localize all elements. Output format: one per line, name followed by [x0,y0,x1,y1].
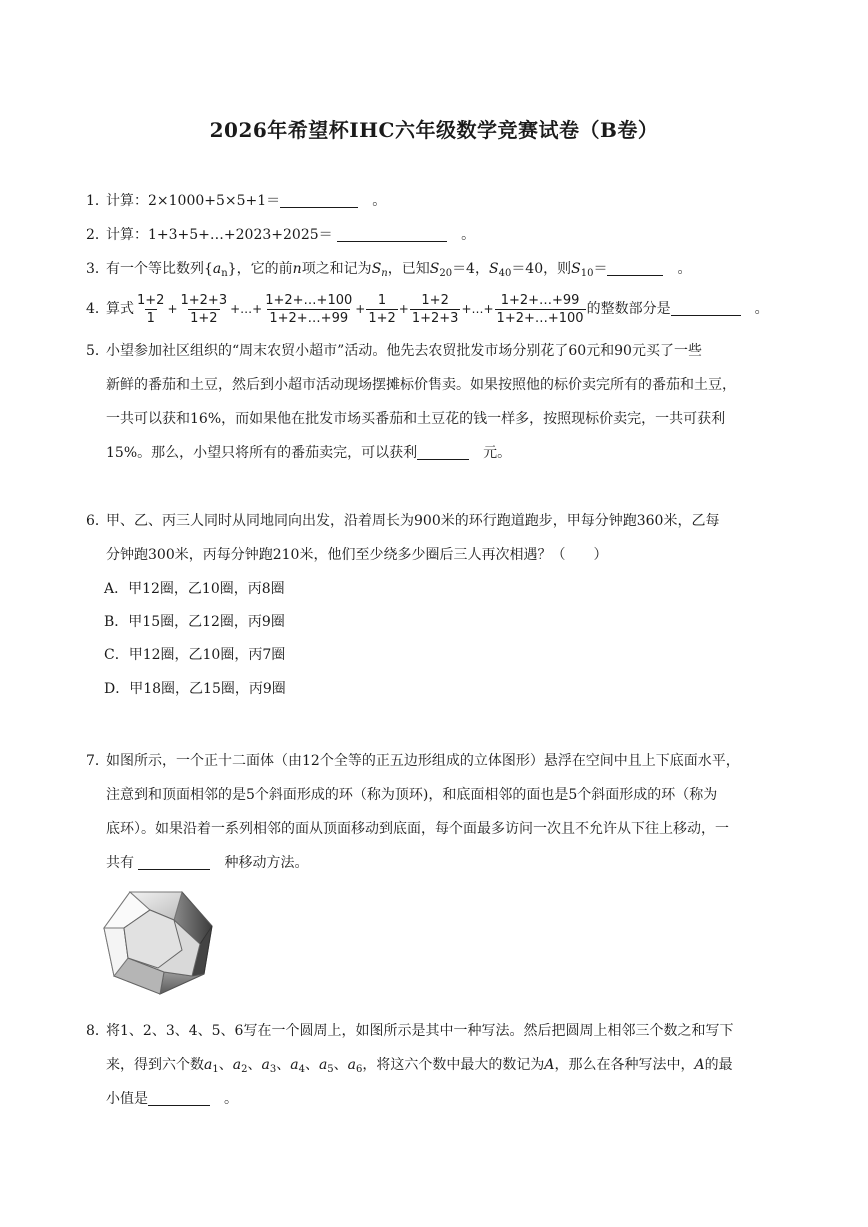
q3-text-4: ，已知 [387,261,430,277]
answer-blank[interactable] [148,1089,210,1106]
numerator: 1 [377,292,387,308]
numerator: 1+2 [421,292,449,308]
option-c[interactable]: C．甲12圈，乙10圈，丙7圈 [104,647,286,663]
question-end: 。 [677,261,692,277]
ellipsis-sign: +…+ [230,302,263,316]
question-number: 7． [86,753,109,769]
fraction-4 [366,292,397,327]
question-5 [86,334,786,470]
denominator: 1+2+…+99 [269,310,349,326]
q4-suffix: 的整数部分是 [586,301,671,317]
question-number: 5． [86,343,109,359]
q8-var-a: a [347,1057,357,1073]
fraction-2 [179,292,230,327]
question-end: 。 [461,227,476,243]
denominator: 1+2+3 [411,310,459,326]
q8-var-a: a [318,1057,328,1073]
question-end: 元。 [483,445,512,461]
q8-sep: 、 [276,1057,291,1073]
fraction-6 [495,292,586,327]
q3-text-3: 项之和记为 [301,261,372,277]
denominator: 1+2 [368,310,396,326]
ellipsis-sign: +…+ [461,302,494,316]
question-number: 6． [86,513,109,529]
question-text: 计算：2×1000+5×5+1＝ [106,193,281,209]
question-number: 2． [86,227,109,243]
q3-text-2: }，它的前 [227,261,293,277]
plus-sign: + [167,302,178,316]
question-line: 注意到和顶面相邻的是5个斜面形成的环（称为顶环)，和底面相邻的面也是5个斜面形成的环（称为 [106,787,718,803]
question-2 [86,218,786,252]
option-b[interactable]: B．甲15圈，乙12圈，丙9圈 [104,614,285,630]
question-end: 。 [372,193,387,209]
q8-text: 的最 [704,1057,733,1073]
question-4 [86,289,786,329]
q3-sub-n2: n [381,268,388,279]
q8-sub: 1 [212,1064,219,1075]
q8-sep: 、 [247,1057,262,1073]
question-1 [86,184,786,218]
q8-sub: 4 [298,1064,305,1075]
question-3 [86,252,786,286]
numerator: 1+2+…+99 [500,292,580,308]
q8-sep: 、 [333,1057,348,1073]
question-number: 1． [86,193,109,209]
q8-var-a: a [261,1057,270,1073]
q8-var-a: a [204,1057,213,1073]
question-7 [86,744,786,880]
q8-sep: 、 [218,1057,233,1073]
question-line: 共有 [106,855,134,871]
q8-sub: 2 [241,1064,248,1075]
answer-blank[interactable] [671,299,741,316]
q3-text-7: ＝ [593,261,608,277]
answer-blank[interactable] [417,443,469,460]
question-end: 。 [224,1091,238,1107]
q3-var-s: S [371,261,382,277]
question-8 [86,1014,786,1116]
q3-var-n: n [292,261,302,277]
option-d[interactable]: D．甲18圈，乙15圈，丙9圈 [104,681,286,697]
denominator: 1+2+…+100 [496,310,584,326]
denominator: 1 [146,310,155,326]
question-6 [86,504,786,572]
fraction-3 [263,292,354,327]
q3-text-1: 有一个等比数列{ [106,261,213,277]
question-line: 15%。那么，小望只将所有的番茄卖完，可以获利 [106,445,418,461]
q8-text: ，那么在各种写法中， [554,1057,695,1073]
q3-sub-20: 20 [439,268,453,279]
answer-blank[interactable] [337,225,447,242]
question-line: 将1、2、3、4、5、6写在一个圆周上，如图所示是其中一种写法。然后把圆周上相邻三个数之和写下 [106,1023,734,1039]
plus-sign: + [398,302,409,316]
option-a[interactable]: A．甲12圈，乙10圈，丙8圈 [104,581,285,597]
question-line: 如图所示，一个正十二面体（由12个全等的正五边形组成的立体图形）悬浮在空间中且上下底面水平， [106,753,740,769]
plus-sign: + [355,302,366,316]
question-line: 底环）。如果沿着一系列相邻的面从顶面移动到底面，每个面最多访问一次且不允许从下往上移动，一 [106,821,729,837]
q3-var-s10: S [571,261,581,277]
question-line: 新鲜的番茄和土豆，然后到小超市活动现场摆摊标价售卖。如果按照他的标价卖完所有的番茄和土豆， [106,377,736,393]
numerator: 1+2 [137,292,165,308]
fraction-5 [410,292,461,327]
answer-blank[interactable] [280,191,358,208]
question-line: 分钟跑300米，丙每分钟跑210米，他们至少绕多少圈后三人再次相遇？（ ） [106,547,608,563]
q3-text-5: ＝4， [452,261,489,277]
q8-var-a: a [232,1057,242,1073]
q8-var-A: A [694,1057,705,1073]
numerator: 1+2+3 [180,292,228,308]
q3-var-s40: S [488,261,499,277]
q8-sub: 3 [269,1064,277,1075]
question-end: 。 [754,301,769,317]
fraction-1 [135,292,166,327]
question-number: 4． [86,301,109,317]
q3-var-a: a [212,261,222,277]
question-line: 小值是 [106,1091,148,1107]
q3-var-s20: S [429,261,440,277]
q8-text: ，将这六个数中最大的数记为 [362,1057,545,1073]
page-title: 2026年希望杯IHC六年级数学竞赛试卷（B卷） [209,118,659,142]
dodecahedron-figure [100,880,218,1000]
answer-blank[interactable] [607,259,663,276]
q3-text-6: ＝40，则 [511,261,572,277]
q8-sep: 、 [304,1057,319,1073]
numerator: 1+2+…+100 [265,292,353,308]
q8-var-a: a [290,1057,299,1073]
question-line: 种移动方法。 [224,855,309,871]
q3-sub-40: 40 [498,268,512,279]
question-text: 计算：1+3+5+…+2023+2025＝ [106,227,333,243]
q3-sub-10: 10 [580,268,594,279]
q3-sub-n: n [221,268,228,279]
q8-var-A: A [544,1057,555,1073]
denominator: 1+2 [190,310,218,326]
question-number: 3． [86,261,109,277]
q8-sub: 6 [356,1064,363,1075]
question-line: 一共可以获和16%，而如果他在批发市场买番茄和土豆花的钱一样多，按照现标价卖完，一共可获利 [106,411,726,427]
q4-prefix: 算式 [106,301,134,317]
q8-text: 来，得到六个数 [106,1057,204,1073]
answer-blank[interactable] [138,853,210,870]
question-number: 8． [86,1023,109,1039]
question-line: 小望参加社区组织的“周末农贸小超市”活动。他先去农贸批发市场分别花了60元和90元买了一些 [106,343,702,359]
q8-sub: 5 [327,1064,334,1075]
question-line: 甲、乙、丙三人同时从同地同向出发，沿着周长为900米的环行跑道跑步，甲每分钟跑360米，乙每 [106,513,720,529]
